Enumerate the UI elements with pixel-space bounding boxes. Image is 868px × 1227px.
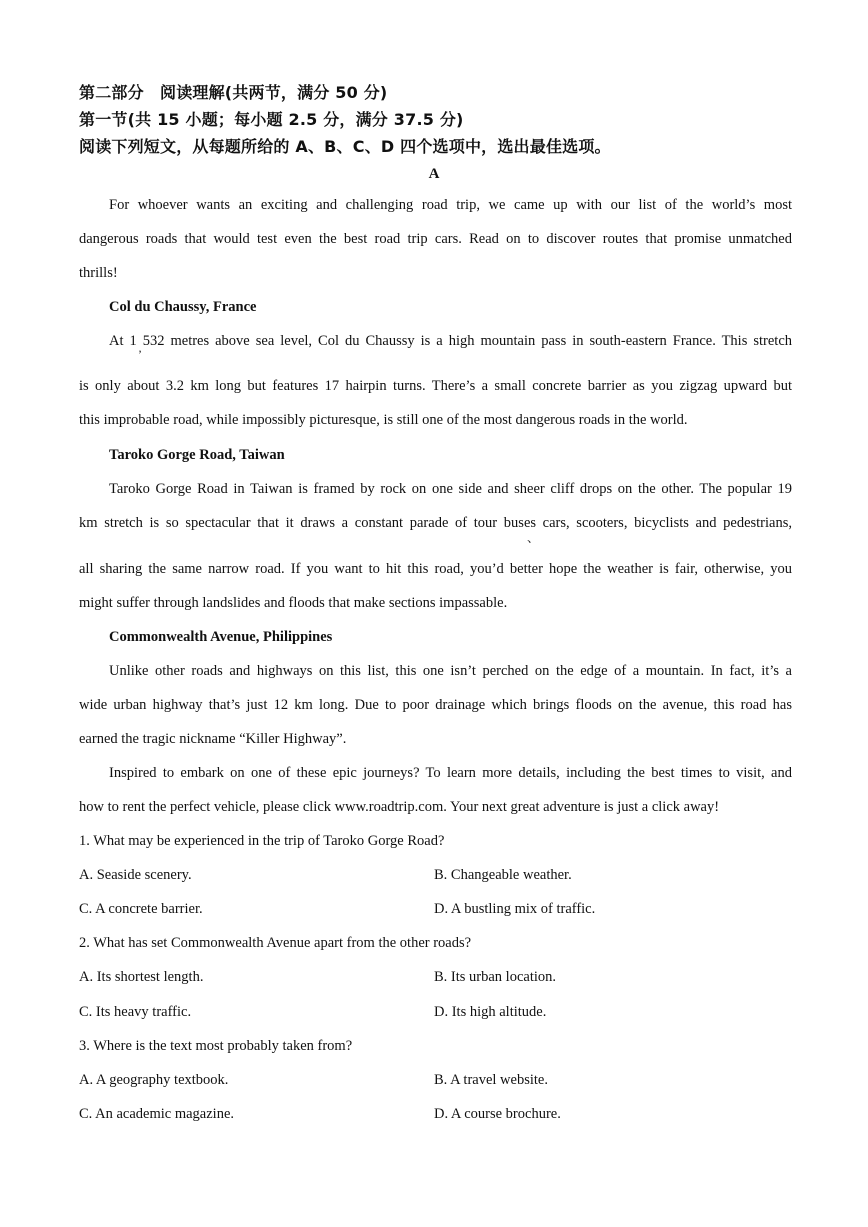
passage-line: thrills! — [79, 265, 118, 281]
option-b: B. Its urban location. — [434, 969, 557, 985]
passage-line: this improbable road, while impossibly picturesque, is still one of the most dangerous roads in the world. — [79, 412, 688, 428]
option-a: A. A geography textbook. — [79, 1072, 229, 1088]
part-title: 第二部分 阅读理解(共两节，满分 50 分) — [79, 83, 388, 102]
passage-line: At 1 532 metres above sea level, Col du Chaussy is a high mountain pass in south-eastern France. This stretch — [109, 333, 792, 349]
option-d: D. A course brochure. — [434, 1106, 561, 1122]
question-stem: 2. What has set Commonwealth Avenue apart from the other roads? — [79, 935, 472, 951]
option-c: C. An academic magazine. — [79, 1106, 235, 1122]
option-c: C. A concrete barrier. — [79, 901, 203, 917]
passage-line: Taroko Gorge Road in Taiwan is framed by rock on one side and sheer cliff drops on the other. The popular 19 — [109, 481, 792, 497]
option-b: B. Changeable weather. — [434, 867, 572, 883]
passage-line: dangerous roads that would test even the best road trip cars. Read on to discover routes that promise unmatched — [79, 231, 792, 247]
passage-line: earned the tragic nickname “Killer Highway”. — [79, 731, 347, 747]
passage-line: wide urban highway that’s just 12 km long. Due to poor drainage which brings floods on the avenue, this road has — [79, 697, 792, 713]
option-b: B. A travel website. — [434, 1072, 548, 1088]
option-c: C. Its heavy traffic. — [79, 1004, 192, 1020]
passage-line: how to rent the perfect vehicle, please click www.roadtrip.com. Your next great adventure is just a click away! — [79, 799, 720, 815]
stray-comma-mark: ’ — [138, 347, 142, 361]
stray-comma-mark: 、 — [527, 531, 540, 545]
question-stem: 1. What may be experienced in the trip of Taroko Gorge Road? — [79, 833, 445, 849]
instruction-text: 阅读下列短文，从每题所给的 A、B、C、D 四个选项中，选出最佳选项。 — [79, 137, 611, 156]
option-d: D. A bustling mix of traffic. — [434, 901, 596, 917]
passage-line: Unlike other roads and highways on this list, this one isn’t perched on the edge of a mountain. In fact, it’s a — [109, 663, 792, 679]
passage-letter: A — [428, 166, 440, 182]
passage-line: Inspired to embark on one of these epic journeys? To learn more details, including the best times to visit, and — [109, 765, 792, 781]
question-stem: 3. Where is the text most probably taken from? — [79, 1038, 353, 1054]
option-a: A. Seaside scenery. — [79, 867, 192, 883]
passage-line: might suffer through landslides and floods that make sections impassable. — [79, 595, 508, 611]
passage-line: km stretch is so spectacular that it draws a constant parade of tour buses cars, scooters, bicyclists and pedestrians, — [79, 515, 792, 531]
section-heading: Commonwealth Avenue, Philippines — [109, 629, 333, 645]
section-heading: Col du Chaussy, France — [109, 299, 257, 315]
option-d: D. Its high altitude. — [434, 1004, 547, 1020]
section-title: 第一节(共 15 小题；每小题 2.5 分，满分 37.5 分) — [79, 110, 464, 129]
section-heading: Taroko Gorge Road, Taiwan — [109, 447, 285, 463]
passage-line: For whoever wants an exciting and challenging road trip, we came up with our list of the world’s most — [109, 197, 792, 213]
passage-line: is only about 3.2 km long but features 17 hairpin turns. There’s a small concrete barrier as you zigzag upward but — [79, 378, 792, 394]
passage-line: all sharing the same narrow road. If you want to hit this road, you’d better hope the weather is fair, otherwise, you — [79, 561, 792, 577]
option-a: A. Its shortest length. — [79, 969, 204, 985]
